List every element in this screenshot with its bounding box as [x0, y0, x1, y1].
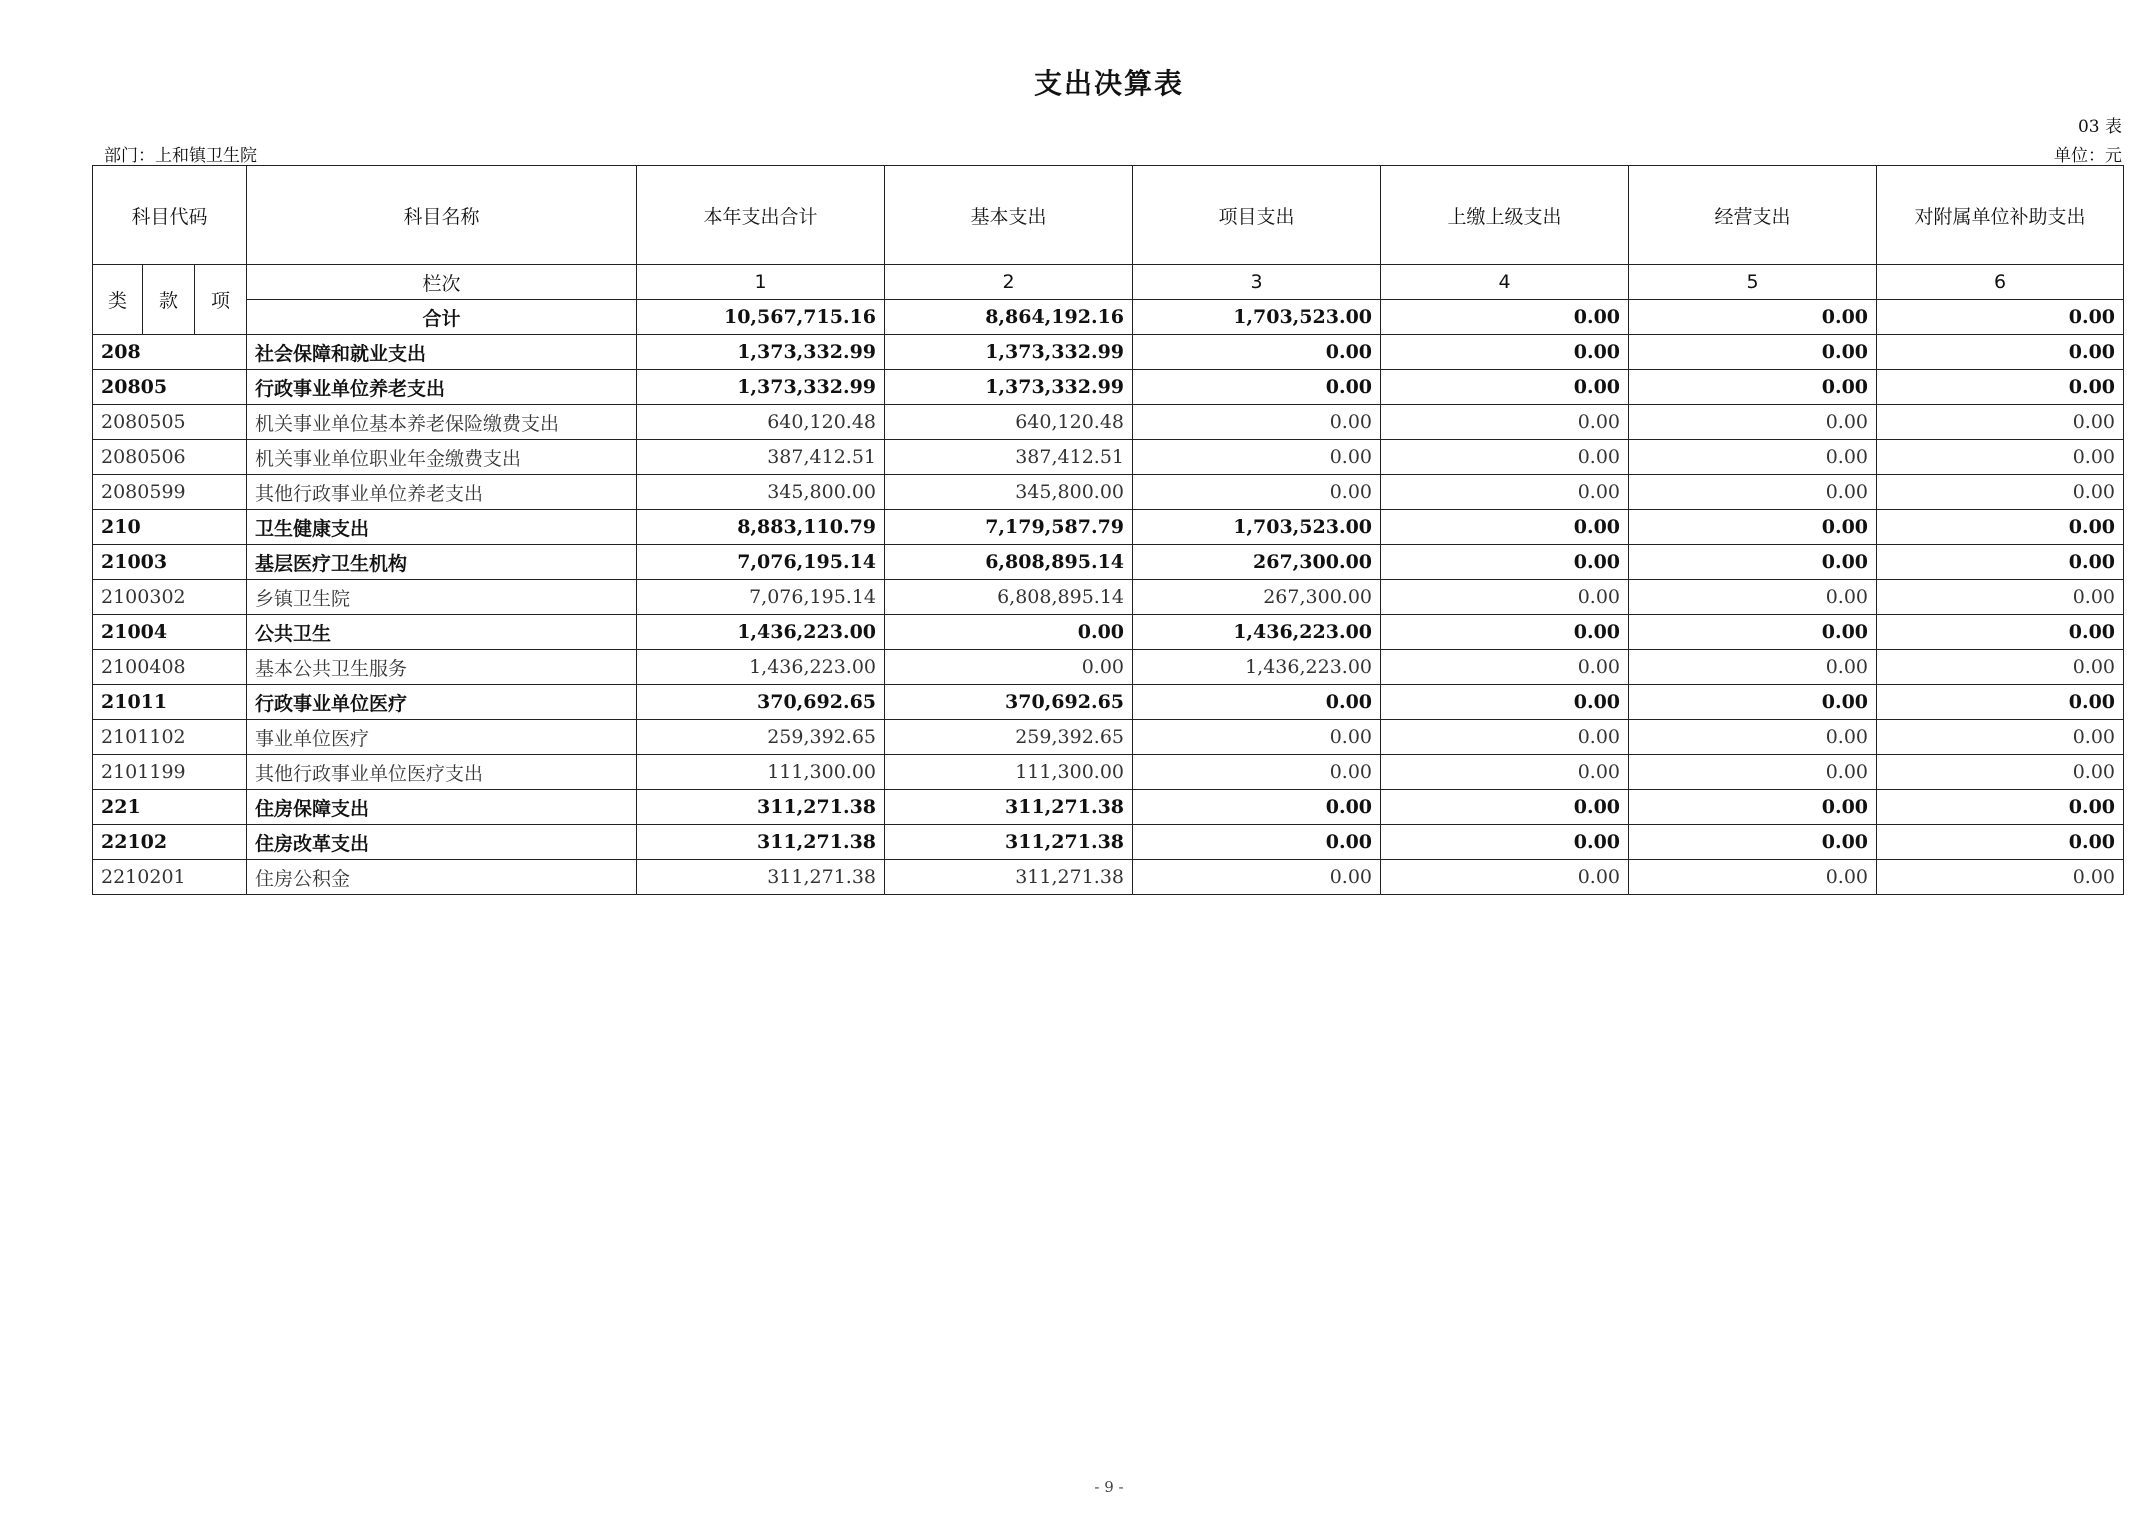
- row-value: 0.00: [1629, 545, 1877, 580]
- header-row: [93, 166, 2124, 265]
- row-value: 0.00: [1629, 405, 1877, 440]
- total-row-label: 合计: [247, 300, 637, 335]
- row-value: 0.00: [1629, 685, 1877, 720]
- row-code: 21004: [93, 615, 247, 650]
- table-row: [93, 720, 2124, 755]
- table-row: [93, 685, 2124, 720]
- col-number-3: 3: [1133, 265, 1381, 300]
- row-value: 0.00: [1877, 545, 2124, 580]
- row-name: 事业单位医疗: [247, 720, 637, 755]
- row-value: 1,436,223.00: [1133, 650, 1381, 685]
- row-value: 0.00: [1381, 545, 1629, 580]
- row-value: 311,271.38: [885, 860, 1133, 895]
- row-value: 0.00: [1877, 405, 2124, 440]
- row-value: 0.00: [1133, 475, 1381, 510]
- row-value: 0.00: [1381, 755, 1629, 790]
- row-value: 0.00: [1381, 650, 1629, 685]
- row-code: 21003: [93, 545, 247, 580]
- row-code: 210: [93, 510, 247, 545]
- row-value: 0.00: [1877, 440, 2124, 475]
- row-name: 住房公积金: [247, 860, 637, 895]
- row-value: 6,808,895.14: [885, 580, 1133, 615]
- unit-label: 单位：元: [2054, 146, 2122, 166]
- table-number: 03 表: [2077, 117, 2122, 137]
- total-value: 0.00: [1629, 300, 1877, 335]
- row-value: 8,883,110.79: [637, 510, 885, 545]
- row-value: 0.00: [1629, 475, 1877, 510]
- header-basic: 基本支出: [885, 166, 1133, 265]
- row-name: 行政事业单位医疗: [247, 685, 637, 720]
- row-value: 0.00: [1133, 440, 1381, 475]
- sub-header-xiang: 项: [195, 265, 247, 335]
- table-row: [93, 790, 2124, 825]
- row-value: 640,120.48: [885, 405, 1133, 440]
- row-value: 0.00: [1381, 790, 1629, 825]
- sub-header-lanci: 栏次: [247, 265, 637, 300]
- row-value: 1,373,332.99: [885, 335, 1133, 370]
- row-value: 0.00: [1133, 860, 1381, 895]
- row-value: 0.00: [1381, 440, 1629, 475]
- col-number-6: 6: [1877, 265, 2124, 300]
- table-row: [93, 825, 2124, 860]
- row-code: 221: [93, 790, 247, 825]
- row-value: 0.00: [885, 650, 1133, 685]
- total-value: 1,703,523.00: [1133, 300, 1381, 335]
- col-number-1: 1: [637, 265, 885, 300]
- row-value: 370,692.65: [885, 685, 1133, 720]
- row-code: 2100408: [93, 650, 247, 685]
- row-value: 0.00: [1877, 335, 2124, 370]
- row-value: 0.00: [1877, 825, 2124, 860]
- total-value: 8,864,192.16: [885, 300, 1133, 335]
- row-value: 259,392.65: [885, 720, 1133, 755]
- header-name: 科目名称: [247, 166, 637, 265]
- row-code: 2101199: [93, 755, 247, 790]
- row-value: 0.00: [1629, 755, 1877, 790]
- row-value: 111,300.00: [885, 755, 1133, 790]
- table-row: [93, 580, 2124, 615]
- row-value: 0.00: [1629, 650, 1877, 685]
- header-total: 本年支出合计: [637, 166, 885, 265]
- row-value: 7,076,195.14: [637, 545, 885, 580]
- table-row: [93, 860, 2124, 895]
- row-value: 0.00: [885, 615, 1133, 650]
- row-value: 0.00: [1877, 755, 2124, 790]
- row-name: 其他行政事业单位医疗支出: [247, 755, 637, 790]
- row-value: 0.00: [1877, 370, 2124, 405]
- header-business: 经营支出: [1629, 166, 1877, 265]
- row-value: 0.00: [1381, 510, 1629, 545]
- row-code: 2101102: [93, 720, 247, 755]
- department-label: 部门：上和镇卫生院: [104, 146, 257, 166]
- row-value: 0.00: [1629, 860, 1877, 895]
- row-name: 其他行政事业单位养老支出: [247, 475, 637, 510]
- row-value: 1,703,523.00: [1133, 510, 1381, 545]
- row-code: 208: [93, 335, 247, 370]
- row-value: 0.00: [1381, 335, 1629, 370]
- row-value: 0.00: [1877, 615, 2124, 650]
- row-value: 0.00: [1629, 335, 1877, 370]
- row-value: 0.00: [1629, 615, 1877, 650]
- row-code: 2210201: [93, 860, 247, 895]
- row-value: 0.00: [1629, 825, 1877, 860]
- sub-header-kuan: 款: [143, 265, 195, 335]
- row-value: 0.00: [1133, 685, 1381, 720]
- row-value: 259,392.65: [637, 720, 885, 755]
- table-row: [93, 650, 2124, 685]
- row-value: 0.00: [1629, 720, 1877, 755]
- row-value: 0.00: [1629, 440, 1877, 475]
- table-row: [93, 335, 2124, 370]
- row-value: 0.00: [1381, 825, 1629, 860]
- row-code: 2080506: [93, 440, 247, 475]
- row-name: 住房改革支出: [247, 825, 637, 860]
- row-value: 0.00: [1133, 720, 1381, 755]
- row-name: 机关事业单位职业年金缴费支出: [247, 440, 637, 475]
- row-value: 0.00: [1877, 475, 2124, 510]
- row-value: 0.00: [1381, 370, 1629, 405]
- row-value: 0.00: [1133, 370, 1381, 405]
- row-name: 基本公共卫生服务: [247, 650, 637, 685]
- row-value: 0.00: [1133, 755, 1381, 790]
- row-value: 0.00: [1133, 825, 1381, 860]
- table-row: [93, 440, 2124, 475]
- page-number: - 9 -: [1094, 1478, 1124, 1496]
- total-value: 0.00: [1877, 300, 2124, 335]
- row-value: 0.00: [1877, 720, 2124, 755]
- table-row: [93, 475, 2124, 510]
- row-value: 0.00: [1381, 685, 1629, 720]
- sub-header-lei: 类: [93, 265, 143, 335]
- row-value: 1,436,223.00: [1133, 615, 1381, 650]
- row-code: 2100302: [93, 580, 247, 615]
- row-value: 0.00: [1133, 405, 1381, 440]
- row-value: 111,300.00: [637, 755, 885, 790]
- table-row: [93, 615, 2124, 650]
- row-name: 基层医疗卫生机构: [247, 545, 637, 580]
- header-code: 科目代码: [93, 166, 247, 265]
- total-value: 10,567,715.16: [637, 300, 885, 335]
- row-code: 21011: [93, 685, 247, 720]
- row-code: 20805: [93, 370, 247, 405]
- row-name: 公共卫生: [247, 615, 637, 650]
- column-number-row: [93, 265, 2124, 300]
- row-value: 1,373,332.99: [637, 370, 885, 405]
- row-value: 0.00: [1629, 790, 1877, 825]
- row-value: 0.00: [1381, 580, 1629, 615]
- row-value: 345,800.00: [637, 475, 885, 510]
- row-name: 机关事业单位基本养老保险缴费支出: [247, 405, 637, 440]
- col-number-4: 4: [1381, 265, 1629, 300]
- row-value: 311,271.38: [637, 825, 885, 860]
- row-name: 乡镇卫生院: [247, 580, 637, 615]
- row-value: 345,800.00: [885, 475, 1133, 510]
- row-value: 370,692.65: [637, 685, 885, 720]
- page-title: 支出决算表: [1033, 67, 1184, 100]
- row-value: 311,271.38: [885, 825, 1133, 860]
- row-value: 0.00: [1133, 790, 1381, 825]
- row-value: 0.00: [1629, 510, 1877, 545]
- row-name: 行政事业单位养老支出: [247, 370, 637, 405]
- row-name: 卫生健康支出: [247, 510, 637, 545]
- row-value: 0.00: [1629, 370, 1877, 405]
- row-code: 2080505: [93, 405, 247, 440]
- table-row: [93, 510, 2124, 545]
- row-value: 0.00: [1381, 475, 1629, 510]
- header-project: 项目支出: [1133, 166, 1381, 265]
- row-value: 0.00: [1381, 405, 1629, 440]
- row-value: 7,179,587.79: [885, 510, 1133, 545]
- table-row: [93, 370, 2124, 405]
- row-value: 0.00: [1381, 860, 1629, 895]
- expenditure-table: [92, 165, 2124, 895]
- header-subsidy: 对附属单位补助支出: [1877, 166, 2124, 265]
- row-value: 311,271.38: [885, 790, 1133, 825]
- row-value: 0.00: [1629, 580, 1877, 615]
- row-value: 1,436,223.00: [637, 650, 885, 685]
- row-value: 640,120.48: [637, 405, 885, 440]
- row-value: 6,808,895.14: [885, 545, 1133, 580]
- row-value: 0.00: [1877, 685, 2124, 720]
- row-value: 0.00: [1877, 860, 2124, 895]
- row-value: 0.00: [1381, 615, 1629, 650]
- row-value: 0.00: [1381, 720, 1629, 755]
- row-value: 1,436,223.00: [637, 615, 885, 650]
- row-value: 0.00: [1877, 580, 2124, 615]
- row-value: 7,076,195.14: [637, 580, 885, 615]
- col-number-5: 5: [1629, 265, 1877, 300]
- row-value: 267,300.00: [1133, 580, 1381, 615]
- col-number-2: 2: [885, 265, 1133, 300]
- table-row: [93, 405, 2124, 440]
- row-value: 311,271.38: [637, 790, 885, 825]
- table-row: [93, 545, 2124, 580]
- total-value: 0.00: [1381, 300, 1629, 335]
- row-value: 0.00: [1877, 650, 2124, 685]
- row-value: 387,412.51: [637, 440, 885, 475]
- row-value: 0.00: [1133, 335, 1381, 370]
- row-value: 0.00: [1877, 790, 2124, 825]
- row-name: 社会保障和就业支出: [247, 335, 637, 370]
- table-row: [93, 755, 2124, 790]
- row-value: 1,373,332.99: [885, 370, 1133, 405]
- row-value: 0.00: [1877, 510, 2124, 545]
- row-name: 住房保障支出: [247, 790, 637, 825]
- row-value: 1,373,332.99: [637, 335, 885, 370]
- row-code: 22102: [93, 825, 247, 860]
- row-value: 267,300.00: [1133, 545, 1381, 580]
- row-code: 2080599: [93, 475, 247, 510]
- total-row: [93, 300, 2124, 335]
- row-value: 311,271.38: [637, 860, 885, 895]
- row-value: 387,412.51: [885, 440, 1133, 475]
- header-upper: 上缴上级支出: [1381, 166, 1629, 265]
